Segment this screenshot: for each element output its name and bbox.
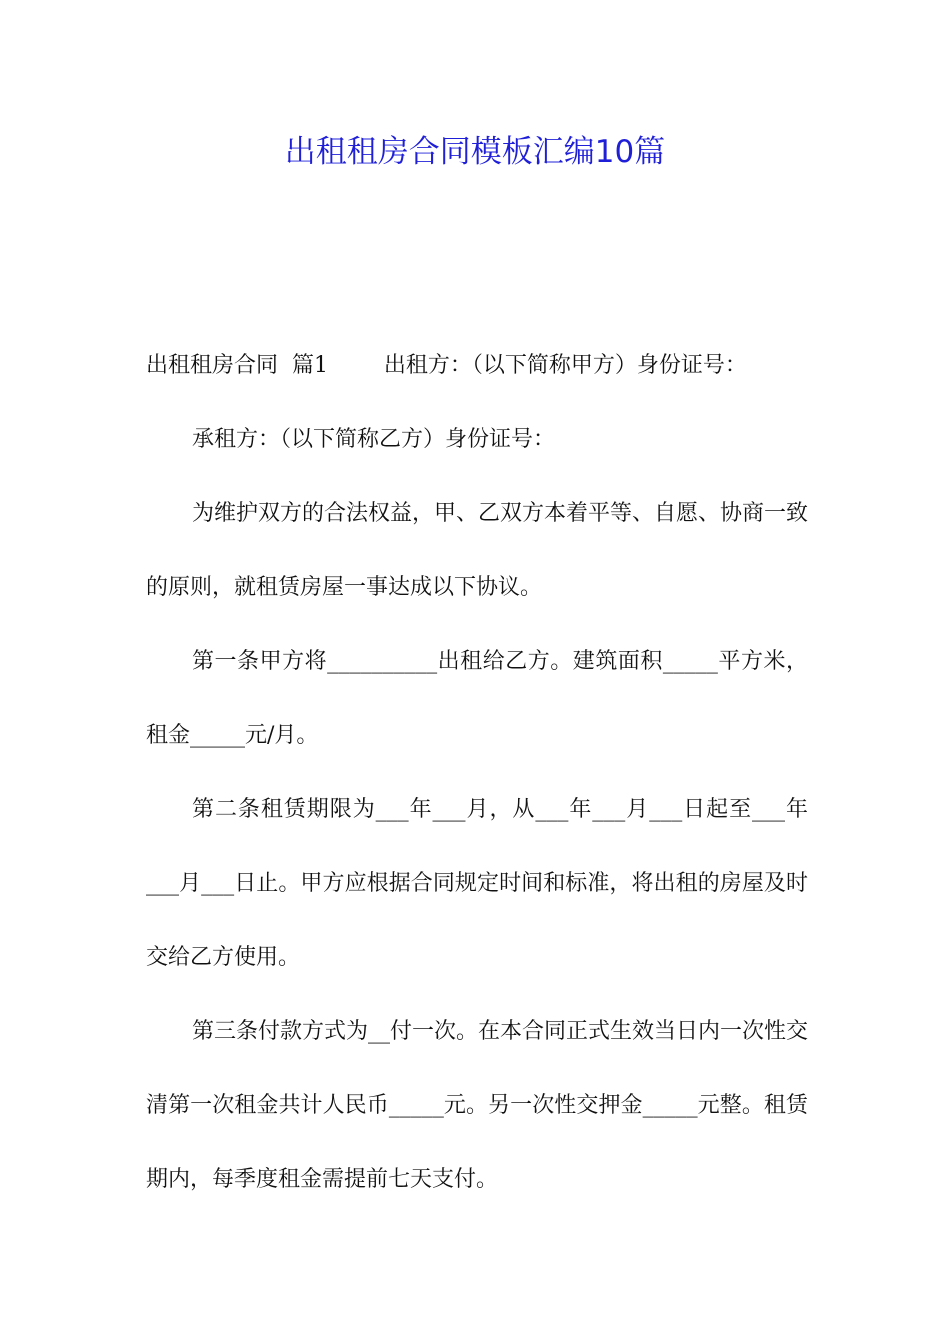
paragraph-intro: 为维护双方的合法权益，甲、乙双方本着平等、自愿、协商一致的原则，就租赁房屋一事达成以下协议。 <box>146 501 809 600</box>
paragraph-article-3: 第三条付款方式为__付一次。在本合同正式生效当日内一次性交清第一次租金共计人民币_____元。另一次性交押金_____元整。租赁期内，每季度租金需提前七天支付。 <box>146 1019 809 1192</box>
paragraph-article-1: 第一条甲方将__________出租给乙方。建筑面积_____平方米，租金_____元/月。 <box>146 649 808 748</box>
document-body <box>146 329 808 1217</box>
paragraph-header: 出租租房合同 篇1 出租方：（以下简称甲方）身份证号： <box>146 353 747 378</box>
document-title: 出租租房合同模板汇编10篇 <box>284 134 666 170</box>
paragraph-lessee: 承租方：（以下简称乙方）身份证号： <box>192 427 556 452</box>
paragraph-article-2: 第二条租赁期限为___年___月，从___年___月___日起至___年___月___日止。甲方应根据合同规定时间和标准，将出租的房屋及时交给乙方使用。 <box>146 797 808 970</box>
